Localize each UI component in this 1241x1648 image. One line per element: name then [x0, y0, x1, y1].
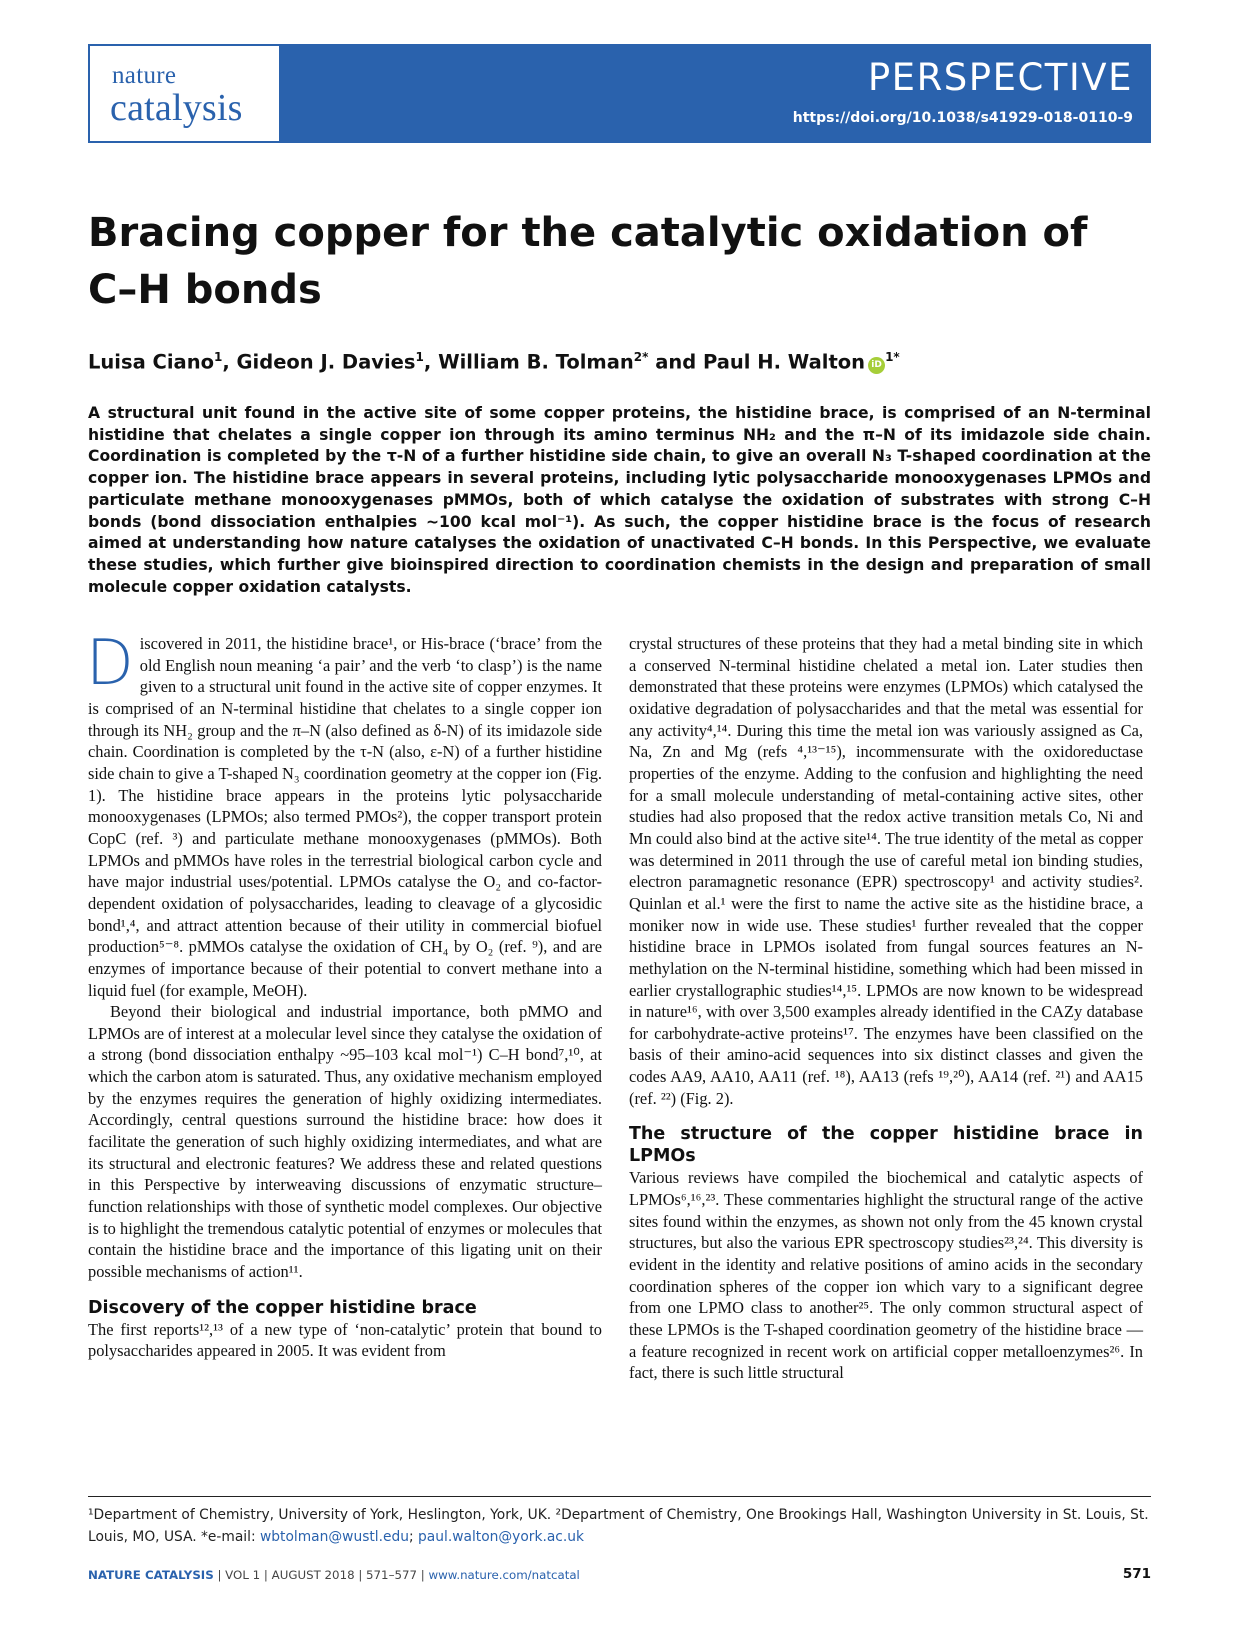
page-footer — [88, 1568, 580, 1582]
article-type-label: PERSPECTIVE — [867, 56, 1133, 99]
title-line-2: C–H bonds — [88, 267, 322, 313]
right-column — [629, 633, 1143, 1384]
drop-cap: D — [86, 626, 134, 699]
body-paragraph: Beyond their biological and industrial importance, both pMMO and LPMOs are of interest at a molecular level since they catalyse the oxidation of a strong (bond dissociation enthalpy ~95–103 kcal mol⁻¹) C–H bond⁷,¹⁰, at which the carbon atom is saturated. Thus, any oxidative mechanism employed by the enzymes requires the generation of highly oxidizing intermediates. Accordingly, central questions surround the histidine brace: how does it facilitate the generation of such highly oxidizing intermediates, and what are its structural and electronic features? We address these and related questions in this Perspective by interweaving discussions of enzymatic structure–function relationships with those of synthetic model complexes. Our objective is to highlight the tremendous catalytic potential of enzymes or molecules that contain the histidine brace and the importance of this ligating unit on their possible mechanisms of action¹¹. — [88, 1002, 602, 1282]
article-title — [88, 205, 1151, 319]
author-name: and Paul H. Walton — [648, 350, 866, 374]
logo-catalysis-text: catalysis — [110, 87, 243, 129]
left-column — [86, 626, 602, 1362]
intro-paragraph-text: iscovered in 2011, the histidine brace¹, or His-brace (‘brace’ from the old English noun meaning ‘a pair’ and the verb ‘to clasp’) is the name given to a structural unit found in the active site of copper enzymes. It is comprised of an N-terminal histidine that chelates to a single copper ion through its NH₂ group and the π–N (also defined as δ-N) of its imidazole side chain. Coordination is completed by the τ-N (also, ε-N) of a further histidine side chain to give a T-shaped N₃ coordination geometry at the copper ion (Fig. 1). The histidine brace appears in the proteins lytic polysaccharide monooxygenases (LPMOs; also termed PMOs²), the copper transport protein CopC (ref. ³) and particulate methane monooxygenases (pMMOs). Both LPMOs and pMMOs have roles in the terrestrial biological carbon cycle and have major industrial uses/potential. LPMOs catalyse the O₂ and co-factor-dependent oxidation of polysaccharides, leading to cleavage of a glycosidic bond¹,⁴, and attract attention because of their utility in commercial biofuel production⁵⁻⁸. pMMOs catalyse the oxidation of CH₄ by O₂ (ref. ⁹), and are enzymes of importance because of their potential to convert methane into a liquid fuel (for example, MeOH). — [88, 634, 602, 1000]
section-heading: The structure of the copper histidine brace in LPMOs — [629, 1124, 1143, 1167]
affiliations-text: ¹Department of Chemistry, University of York, Heslington, York, UK. ²Department of Chemistry, One Brookings Hall, Washington University in St. Louis, St. Louis, MO, USA. *e-mail: — [88, 1507, 1149, 1545]
abstract: A structural unit found in the active site of some copper proteins, the histidine brace, is comprised of an N-terminal histidine that chelates a single copper ion through its amino terminus NH₂ and the π–N of its imidazole side chain. Coordination is completed by the τ-N of a further histidine side chain, to give an overall N₃ T-shaped coordination at the copper ion. The histidine brace appears in several proteins, including lytic polysaccharide monooxygenases LPMOs and particulate methane monooxygenases pMMOs, both of which catalyse the oxidation of substrates with strong C–H bonds (bond dissociation enthalpies ~100 kcal mol⁻¹). As such, the copper histidine brace is the focus of research aimed at understanding how nature catalyses the oxidation of unactivated C–H bonds. In this Perspective, we evaluate these studies, which further give bioinspired direction to coordination chemists in the design and preparation of small molecule copper oxidation catalysts. — [88, 404, 1151, 596]
author-name: Luisa Ciano — [88, 350, 214, 374]
journal-header-banner — [88, 44, 1151, 143]
logo-nature-text: nature — [112, 62, 177, 89]
orcid-icon[interactable]: iD — [868, 357, 885, 374]
footer-journal-name: NATURE CATALYSIS — [88, 1568, 214, 1582]
footnote-divider — [88, 1496, 1151, 1497]
author-affiliation: 2* — [633, 350, 649, 364]
intro-paragraph — [86, 626, 602, 1001]
doi-link[interactable]: https://doi.org/10.1038/s41929-018-0110-9 — [792, 110, 1133, 126]
email-link[interactable]: wbtolman@wustl.edu — [260, 1529, 409, 1545]
page-number: 571 — [1122, 1566, 1151, 1582]
author-name: , Gideon J. Davies — [222, 350, 416, 374]
footer-url-link[interactable]: www.nature.com/natcatal — [428, 1568, 580, 1582]
title-line-1: Bracing copper for the catalytic oxidation of — [88, 210, 1088, 256]
email-link[interactable]: paul.walton@york.ac.uk — [418, 1529, 585, 1545]
author-affiliation: 1 — [415, 350, 424, 364]
author-affiliation: 1 — [213, 350, 223, 364]
journal-logo — [90, 46, 279, 141]
author-list — [88, 350, 900, 374]
affiliations-footnote — [88, 1504, 1151, 1548]
body-paragraph: The first reports¹²,¹³ of a new type of ‘non-catalytic’ protein that bound to polysaccharides appeared in 2005. It was evident from — [88, 1319, 602, 1361]
email-separator: ; — [409, 1529, 419, 1545]
body-paragraph: Various reviews have compiled the biochemical and catalytic aspects of LPMOs⁶,¹⁶,²³. These commentaries highlight the structural range of the active sites found within the enzymes, as shown not only from the 45 known crystal structures, but also the various EPR spectroscopy studies²³,²⁴. This diversity is evident in the identity and relative positions of amino acids in the secondary coordination spheres of the copper ion which vary to a significant degree from one LPMO class to another²⁵. The only common structural aspect of these LPMOs is the T-shaped coordination geometry of the histidine brace — a feature recognized in recent work on artificial copper metalloenzymes²⁶. In fact, there is such little structural — [629, 1168, 1143, 1383]
body-paragraph: crystal structures of these proteins that they had a metal binding site in which a conserved N-terminal histidine chelated a metal ion. Later studies then demonstrated that these proteins were enzymes (LPMOs) which catalysed the oxidative degradation of polysaccharides and that the metal was essential for any activity⁴,¹⁴. During this time the metal ion was variously assigned as Ca, Na, Zn and Mg (refs ⁴,¹³⁻¹⁵), incommensurate with the oxidoreductase properties of the enzyme. Adding to the confusion and highlighting the need for a small molecule understanding of metal-containing active sites, other studies had also proposed that the redox active transition metals Co, Ni and Mn could also bind at the active site¹⁴. The true identity of the metal as copper was determined in 2011 through the use of careful metal ion binding studies, electron paramagnetic resonance (EPR) spectroscopy¹ and activity studies². Quinlan et al.¹ were the first to name the active site as the histidine brace, a moniker now in wide use. These studies¹ further revealed that the copper histidine brace in LPMOs isolated from fungal sources features an N-methylation on the N-terminal histidine, something which had been missed in earlier crystallographic studies¹⁴,¹⁵. LPMOs are now known to be widespread in nature¹⁶, with over 3,500 examples already identified in the CAZy database for carbohydrate-active proteins¹⁷. The enzymes have been classified on the basis of their amino-acid sequences into six distinct classes and given the codes AA9, AA10, AA11 (ref. ¹⁸), AA13 (refs ¹⁹,²⁰), AA14 (ref. ²¹) and AA15 (ref. ²²) (Fig. 2). — [629, 634, 1143, 1108]
author-affiliation: 1* — [885, 350, 900, 364]
footer-details: | VOL 1 | AUGUST 2018 | 571–577 | — [213, 1568, 429, 1582]
author-name: , William B. Tolman — [423, 350, 634, 374]
section-heading: Discovery of the copper histidine brace — [88, 1297, 477, 1318]
